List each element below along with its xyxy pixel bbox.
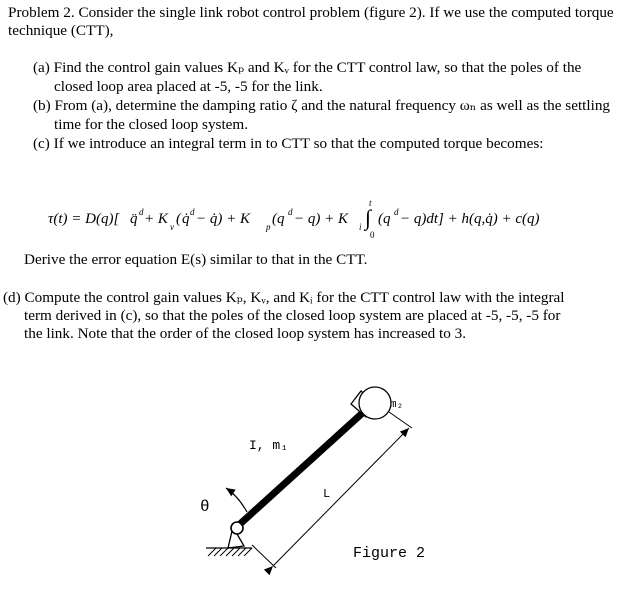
eq-integral-upper: t: [369, 198, 372, 208]
eq-d-sup-3: d: [288, 207, 293, 217]
part-b-line1: (b) From (a), determine the damping ratio ζ and the natural frequency ωₙ as well as the settling: [33, 97, 611, 114]
eq-integrand-rest: − q)dt] + h(q,q̇) + c(q): [400, 211, 540, 227]
mass-label: m₂: [390, 399, 404, 411]
eq-integral: ∫: [365, 205, 372, 230]
eq-qd1: q̇: [182, 211, 190, 227]
error-equation-instruction: Derive the error equation E(s) similar to that in the CTT.: [24, 251, 368, 268]
end-mass: [359, 387, 391, 419]
eq-v-sub: v: [170, 222, 174, 232]
eq-minus-q: − q) + K: [294, 211, 348, 227]
eq-d-sup-2: d: [190, 207, 195, 217]
eq-integrand-open: (q: [378, 211, 391, 227]
ground-base: [206, 548, 252, 556]
eq-minus-qdot: − q̇) + K: [196, 211, 250, 227]
eq-p-sub: p: [266, 222, 271, 232]
part-a-line1: (a) Find the control gain values Kₚ and Kᵥ for the CTT control law, so that the poles of the: [33, 59, 582, 76]
part-b-line2: time for the closed loop system.: [54, 116, 249, 133]
length-label: L: [323, 487, 331, 501]
part-d-line2: term derived in (c), so that the poles of the closed loop system are placed at -5, -5, -5 for: [24, 307, 561, 324]
part-d-line3: the link. Note that the order of the closed loop system has increased to 3.: [24, 325, 467, 342]
figure-caption: Figure 2: [353, 545, 426, 562]
eq-plus-kv: + K: [144, 211, 168, 227]
robot-link: [240, 408, 368, 524]
eq-qdd: q̈: [130, 211, 138, 227]
eq-open1: (: [176, 211, 181, 227]
problem-heading-line1: Problem 2. Consider the single link robot control problem (figure 2). If we use the computed torque: [8, 4, 614, 21]
part-c-line1: (c) If we introduce an integral term in to CTT so that the computed torque becomes:: [33, 135, 544, 152]
angle-arc-arrow: [226, 488, 247, 512]
eq-d-sup-4: d: [394, 207, 399, 217]
part-d-line1: (d) Compute the control gain values Kₚ, Kᵥ, and Kᵢ for the CTT control law with the integral: [3, 289, 565, 306]
eq-open2: (q: [272, 211, 285, 227]
eq-i-sub: i: [359, 222, 362, 232]
eq-lhs: τ(t) = D(q)[: [48, 211, 120, 227]
problem-heading-line2: technique (CTT),: [8, 22, 114, 39]
dimension-extension-top: [389, 412, 412, 428]
dimension-extension-bottom: [252, 545, 276, 568]
angle-label: θ: [200, 498, 210, 516]
eq-d-sup-1: d: [139, 207, 144, 217]
part-a-line2: closed loop area placed at -5, -5 for the link.: [54, 78, 323, 95]
eq-integral-lower: 0: [370, 230, 375, 240]
inertia-label: I, m₁: [249, 438, 289, 453]
